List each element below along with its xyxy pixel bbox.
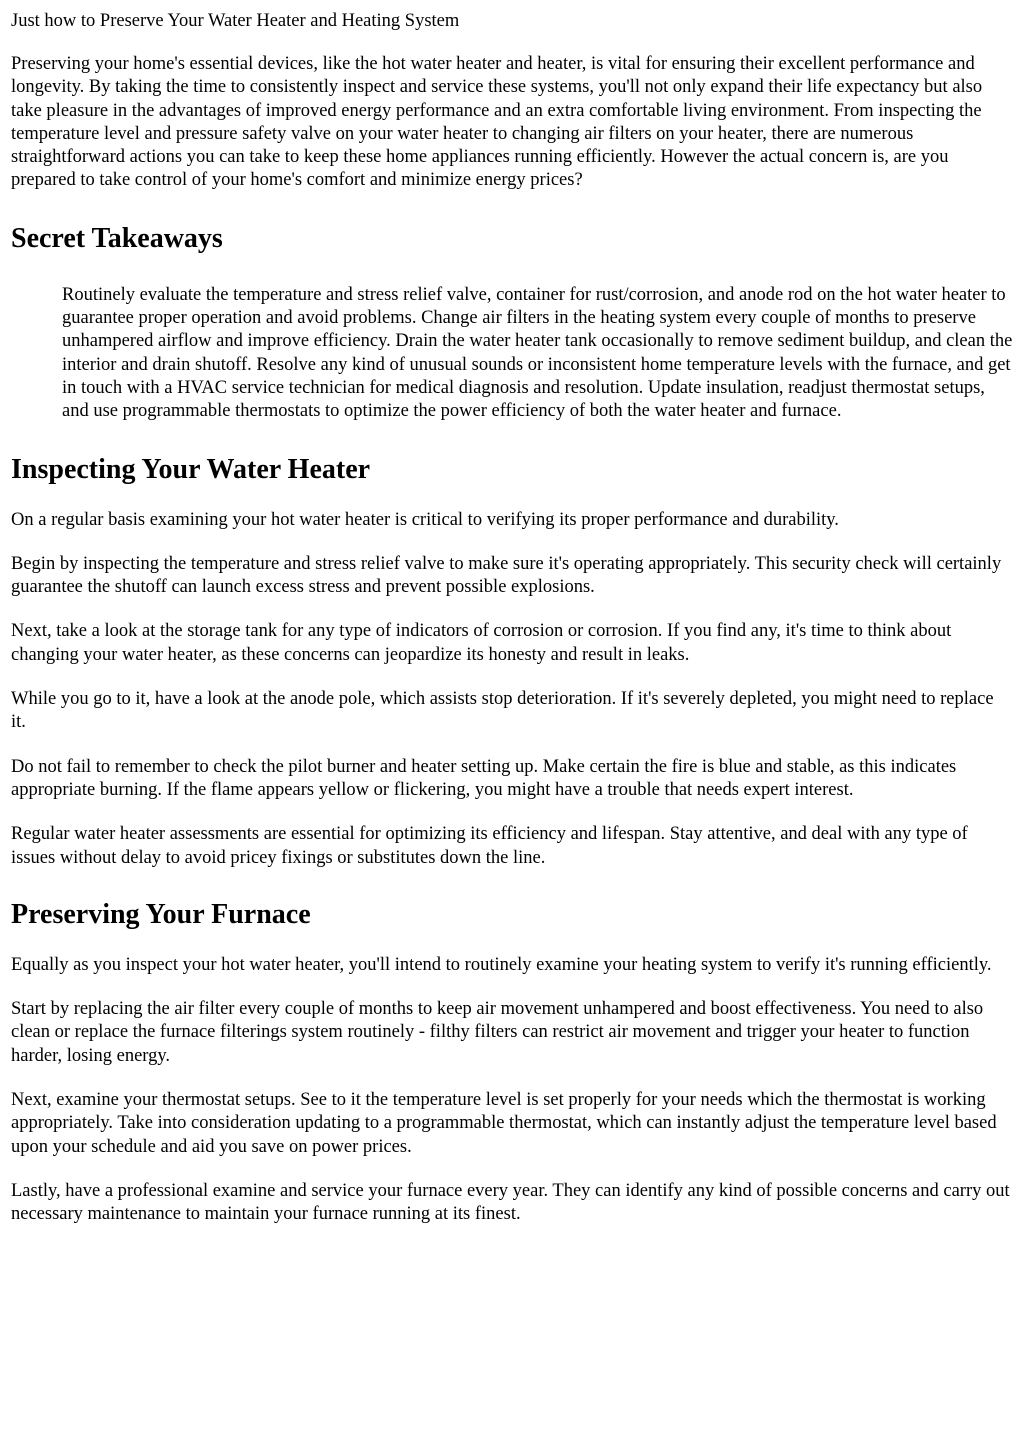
takeaways-blockquote <box>62 284 1013 424</box>
intro-paragraph: Preserving your home's essential devices, like the hot water heater and heater, is vital for ensuring their excellent performance and longevity. By taking the time to consistently inspect and service these systems, you'll not only expand their life expectancy but also take pleasure in the advantages of improved energy performance and an extra comfortable living environment. From inspecting the temperature level and pressure safety valve on your water heater to changing air filters on your heater, there are numerous straightforward actions you can take to keep these home appliances running efficiently. However the actual concern is, are you prepared to take control of your home's comfort and minimize energy prices? <box>11 54 983 191</box>
furnace-paragraph: Lastly, have a professional examine and service your furnace every year. They can identify any kind of possible concerns and carry out necessary maintenance to maintain your furnace running at its finest. <box>11 1180 1010 1225</box>
furnace-heading: Preserving Your Furnace <box>11 898 311 930</box>
furnace-paragraph: Start by replacing the air filter every couple of months to keep air movement unhampered and boost effectiveness. You need to also clean or replace the furnace filterings system routinely - filthy filters can restrict air movement and trigger your heater to function harder, losing energy. <box>11 999 984 1066</box>
inspecting-paragraph: While you go to it, have a look at the anode pole, which assists stop deterioration. If it's severely depleted, you might need to replace it. <box>11 689 994 733</box>
inspecting-paragraph: On a regular basis examining your hot water heater is critical to verifying its proper performance and durability. <box>11 509 839 530</box>
takeaways-heading: Secret Takeaways <box>11 222 223 254</box>
furnace-paragraph: Next, examine your thermostat setups. See to it the temperature level is set properly for your needs which the thermostat is working appropriately. Take into consideration updating to a programmable thermostat, which can instantly adjust the temperature level based upon your schedule and aid you save on power prices. <box>11 1090 997 1157</box>
inspecting-paragraph: Next, take a look at the storage tank for any type of indicators of corrosion or corrosion. If you find any, it's time to think about changing your water heater, as these concerns can jeopardize its honesty and result in leaks. <box>11 621 952 665</box>
inspecting-heading: Inspecting Your Water Heater <box>11 453 371 485</box>
inspecting-paragraph: Begin by inspecting the temperature and stress relief valve to make sure it's operating appropriately. This security check will certainly guarantee the shutoff can launch excess stress and prevent possible explosions. <box>11 553 1002 598</box>
furnace-paragraph: Equally as you inspect your hot water heater, you'll intend to routinely examine your heating system to verify it's running efficiently. <box>11 954 992 975</box>
takeaways-text: Routinely evaluate the temperature and stress relief valve, container for rust/corrosion, and anode rod on the hot water heater to guarantee proper operation and avoid problems. Change air filters in the heating system every couple of months to preserve unhampered airflow and improve efficiency. Drain the water heater tank occasionally to remove sediment buildup, and clean the interior and drain shutoff. Resolve any kind of unusual sounds or inconsistent home temperature levels with the furnace, and get in touch with a HVAC service technician for medical diagnosis and resolution. Update insulation, readjust thermostat setups, and use programmable thermostats to optimize the power efficiency of both the water heater and furnace. <box>62 284 1013 422</box>
document-title: Just how to Preserve Your Water Heater and Heating System <box>11 11 460 31</box>
inspecting-paragraph: Regular water heater assessments are essential for optimizing its efficiency and lifespan. Stay attentive, and deal with any type of issues without delay to avoid pricey fixings or substitutes down the line. <box>11 824 968 868</box>
inspecting-paragraph: Do not fail to remember to check the pilot burner and heater setting up. Make certain the fire is blue and stable, as this indicates appropriate burning. If the flame appears yellow or flickering, you might have a trouble that needs expert interest. <box>11 756 957 800</box>
